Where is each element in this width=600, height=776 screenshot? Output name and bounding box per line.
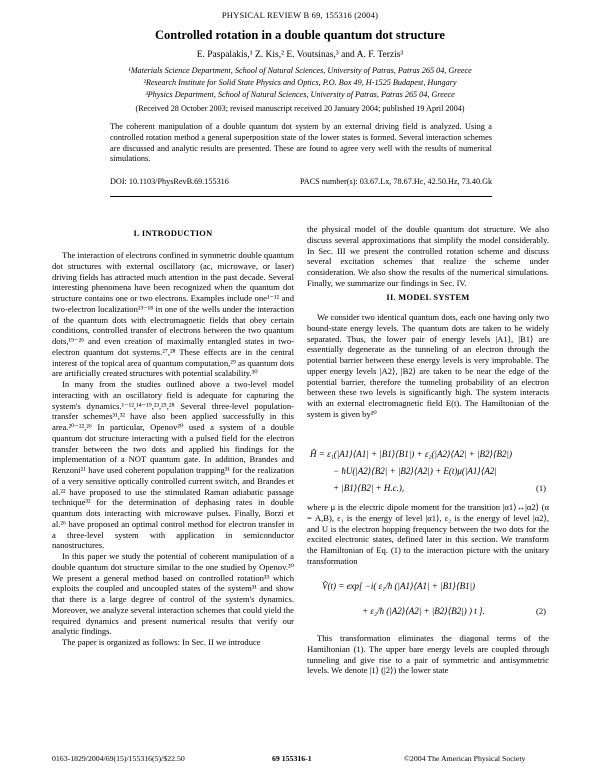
intro-paragraph-4: The paper is organized as follows: In Sec. II we introduce [62,637,261,647]
model-paragraph-1-block [307,312,549,420]
affiliation-2: ²Research Institute for Solid State Physics and Optics, P.O. Box 49, H-1525 Budapest, Hungary [143,78,457,87]
equation-1-line-3: + |B1⟩⟨B2| + H.c.), [333,483,405,493]
footer-issn: 0163-1829/2004/69(15)/155316(5)/$22.50 [52,754,185,763]
equation-1-line-2: − ħU(|A2⟩⟨B2| + |B2⟩⟨A2|) + E(t)μ(|A1⟩⟨A2| [333,466,497,476]
intro-paragraph-1: The interaction of electrons confined in symmetric double quantum dot structures with external oscillatory (ac, microwave, or laser) driving fields has attracted much attention in the past decade. Several interesting phenomena have been recognized when the quantum dot structure contains one or two electrons. Examples include one¹⁻¹² and two-electron localization¹³⁻¹⁸ in one of the wells under the interaction of the quantum dots with electromagnetic fields that obey certain conditions, controlled transfer of electrons between the two quantum dots,¹⁹⁻²⁶ and even creation of maximally entangled states in two-electron quantum dot systems.²⁷,²⁸ These effects are in the central interest of the topical area of quantum computation,²⁹ as quantum dots are artificially created structures with potential scalability.³⁰ [52,250,294,379]
left-column [52,250,294,648]
intro-paragraph-2: In many from the studies outlined above a two-level model interacting with an oscillatory field is adequate for capturing the system's dynamics.¹⁻¹²,¹⁴⁻¹⁹,²³,²⁵,²⁸ Several three-level population-transfer schemes³¹,³² have also been applied successfully in this area.²⁰⁻²²,²⁶ In particular, Openov²⁰ used a system of a double quantum dot structure interacting with a pulsed field for the electron transfer between the two dots and applied his findings for the implementation of a NOT quantum gate. In addition, Brandes and Renzoni²¹ have used coherent population trapping³¹ for the realization of a very sensitive optically controlled current switch, and Brandes et al.²² have proposed to use the stimulated Raman adiabatic passage technique³² for the determination of dephasing rates in double quantum dots interacting with microwave pulses. Finally, Borzi et al.²⁶ have proposed an optimal control method for electron transfer in a three-level system with application in semiconductor nanostructures. [52,379,294,551]
equation-1-number: (1) [536,483,547,493]
equation-1-line-1: Ĥ = ε₁(|A1⟩⟨A1| + |B1⟩⟨B1|) + ε₂(|A2⟩⟨A2| + |B2⟩⟨B2|) [310,449,512,459]
model-paragraph-3-block [307,633,549,676]
affiliation-1: ¹Materials Science Department, School of Natural Sciences, University of Patras, Patras 265 04, Greece [128,66,472,75]
doi: DOI: 10.1103/PhysRevB.69.155316 [110,177,229,186]
affiliation-3: ³Physics Department, School of Natural Sciences, University of Patras, Patras 265 04, Greece [145,90,455,99]
intro-continuation: the physical model of the double quantum dot structure. We also discuss several approximations that simplify the model considerably. In Sec. III we present the controlled rotation scheme and discuss several excitation schemes that realize the scheme under consideration. We also show the results of the numerical simulations. Finally, we summarize our findings in Sec. IV. [307,224,549,288]
model-paragraph-2-block [307,502,549,567]
model-paragraph-2: where μ is the electric dipole moment for the transition |α1⟩↔|α2⟩ (α = A,B), ε₁ is the energy of level |α1⟩, ε₂ is the energy of level |α2⟩, and U is the electron hopping frequency between the two dots for the excited electronic states, defined later in this section. We transform the Hamiltonian of Eq. (1) to the interaction picture with the unitary transformation [307,502,549,566]
section-heading-introduction: I. INTRODUCTION [133,229,213,238]
equation-2-line-2: + ε₂/ħ (|A2⟩⟨A2| + |B2⟩⟨B2|) ) t ]. [362,606,485,616]
intro-paragraph-3: In this paper we study the potential of coherent manipulation of a double quantum dot structure similar to the one studied by Openov.²⁰ We present a general method based on controlled rotation³³ which exploits the coupled and uncoupled states of the system³¹ and show that there is a large degree of control of the system's dynamics. Moreover, we analyze several interaction schemes that could yield the required dynamics and present numerical results that verify our analytic findings. [52,551,294,637]
paper-title: Controlled rotation in a double quantum dot structure [155,28,445,42]
footer-copyright: ©2004 The American Physical Society [404,754,526,763]
equation-2-line-1: V̂(t) = exp[ −i( ε₁/ħ (|A1⟩⟨A1| + |B1⟩⟨B1|) [322,581,476,591]
author-list: E. Paspalakis,¹ Z. Kis,² E. Voutsinas,³ and A. F. Terzis³ [196,50,404,60]
abstract: The coherent manipulation of a double quantum dot system by an external driving field is analyzed. Using a controlled rotation method a general superposition state of the lower states is formed. Several interaction schemes are discussed and analytic results are presented. These are found to agree very well with the results of numerical simulations. [110,122,492,164]
equation-2-number: (2) [536,606,547,616]
running-head: PHYSICAL REVIEW B 69, 155316 (2004) [221,10,379,20]
right-column-top [307,224,549,289]
header-divider [110,196,492,197]
model-paragraph-3: This transformation eliminates the diagonal terms of the Hamiltonian (1). The upper bare energy levels are coupled through tunneling and give rise to a pair of symmetric and antisymmetric levels. We denote |1⟩ (|2⟩) the lower state [307,633,549,676]
pacs-numbers: PACS number(s): 03.67.Lx, 78.67.Hc, 42.50.Hz, 73.40.Gk [300,177,493,186]
received-dates: (Received 28 October 2003; revised manuscript received 20 January 2004; published 19 April 2004) [135,104,465,113]
footer-page-number: 69 155316-1 [272,754,312,763]
model-paragraph-1: We consider two identical quantum dots, each one having only two bound-state energy levels. The quantum dots are taken to be widely separated. Thus, the lower pair of energy levels |A1⟩, |B1⟩ are essentially degenerate as the tunneling of an electron through the potential barrier between these energy levels is very improbable. The upper energy levels |A2⟩, |B2⟩ are taken to be near the edge of the potential barrier, therefore the tunneling probability of an electron between these two levels is significantly high. The system interacts with an external electromagnetic field E(t). The Hamiltonian of the system is given by²⁰ [307,312,549,419]
section-heading-model-system: II. MODEL SYSTEM [386,293,470,302]
